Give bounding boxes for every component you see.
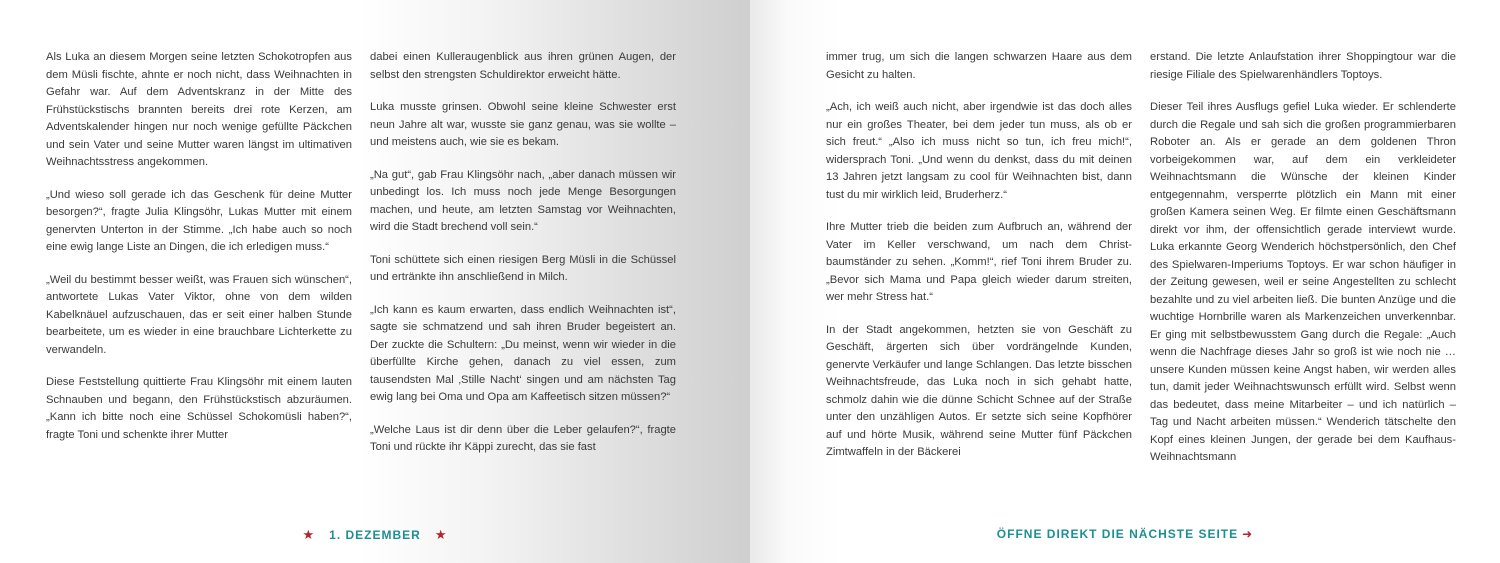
- paragraph: „Ach, ich weiß auch nicht, aber irgendwie ist das doch alles nur ein großes Theater, bei dem jeder tun muss, als ob er sich freut.“ „Also ich muss nicht so tun, ich freu mich!“, widersprach Toni. „Und wenn du denkst, dass du mit deinen 13 Jahren jetzt langsam zu cool für Weihnachten bist, dann tust du mir wirklich leid, Bruderherz.“: [826, 101, 1132, 201]
- arrow-right-icon: ➜: [1242, 527, 1254, 541]
- paragraph: immer trug, um sich die langen schwarzen Haare aus dem Gesicht zu halten.: [826, 51, 1132, 81]
- chapter-label: 1. DEZEMBER: [329, 528, 421, 542]
- paragraph: In der Stadt angekommen, hetzten sie von Geschäft zu Geschäft, ärgerten sich über vordrängelnde Kunden, genervte Verkäufer und lange Schlangen. Das letzte bisschen Weihnachtsfreude, das Luka noch in sich gehabt hatte, schmolz dahin wie die dünne Schicht Schnee auf der Straße unter den unzähligen Autos. Er setzte sich seine Kopfhörer auf und hörte Musik, während seine Mutter fünf Päckchen Zimtwaffeln in der Bäckerei: [826, 323, 1132, 458]
- right-page-column-1: [826, 49, 1132, 477]
- paragraph: Als Luka an diesem Morgen seine letzten Schokotropfen aus dem Müsli fischte, ahnte er noch nicht, dass Weihnachten in Gefahr war. Auf dem Adventskranz in der Mitte des Frühstückstischs brannten bereits drei rote Kerzen, am Adventskalender hingen nur noch wenige gefüllte Päckchen und sein Vater und seine Mutter waren längst im ultimativen Weihnachtsstress angekommen.: [46, 51, 352, 168]
- paragraph: dabei einen Kulleraugenblick aus ihren grünen Augen, der selbst den strengsten Schuldirektor erweicht hätte.: [370, 51, 676, 81]
- paragraph: „Na gut“, gab Frau Klingsöhr nach, „aber danach müssen wir unbedingt los. Ich muss noch jede Menge Besorgungen machen, und heute, am letzten Samstag vor Weihnachten, wird die Stadt brechend voll sein.“: [370, 168, 676, 233]
- right-page: [750, 0, 1500, 563]
- star-icon: ★: [434, 527, 448, 542]
- paragraph: „Welche Laus ist dir denn über die Leber gelaufen?“, fragte Toni und rückte ihr Käppi zurecht, das sie fast: [370, 423, 676, 453]
- paragraph: „Weil du bestimmt besser weißt, was Frauen sich wünschen“, antwortete Lukas Vater Viktor, ohne von dem wilden Kabelknäuel aufzuschauen, das er seit einer halben Stunde bearbeitete, um es wieder in eine brauchbare Lichterkette zu verwandeln.: [46, 273, 352, 356]
- left-page-column-2: [370, 49, 676, 472]
- left-page-column-1: [46, 49, 352, 459]
- paragraph: Ihre Mutter trieb die beiden zum Aufbruch an, während der Vater im Keller verschwand, um nach dem Christbaumständer zu sehen. „Komm!“, rief Toni ihrem Bruder zu. „Bevor sich Mama und Papa gleich wieder darum streiten, wer mehr Stress hat.“: [826, 221, 1132, 303]
- paragraph: Toni schüttete sich einen riesigen Berg Müsli in die Schüssel und ertränkte ihn anschließend in Milch.: [370, 253, 676, 283]
- paragraph: „Ich kann es kaum erwarten, dass endlich Weihnachten ist“, sagte sie schmatzend und sah ihren Bruder begeistert an. Der zuckte die Schultern: „Du meinst, wenn wir wieder in die überfüllte Kirche gehen, danach zu viel essen, zum tausendsten Mal ‚Stille Nacht‘ singen und am nächsten Tag ewig lang bei Oma und Opa am Kaffeetisch sitzen müssen?“: [370, 303, 676, 403]
- star-icon: ★: [302, 527, 316, 542]
- paragraph: „Und wieso soll gerade ich das Geschenk für deine Mutter besorgen?“, fragte Julia Klingsöhr, Lukas Mutter mit einem genervten Unterton in der Stimme. „Ich habe auch so noch eine ewig lange Liste an Dingen, die ich erledigen muss.“: [46, 188, 352, 253]
- page-footer-chapter: [0, 527, 750, 543]
- paragraph: Dieser Teil ihres Ausflugs gefiel Luka wieder. Er schlenderte durch die Regale und sah sich die großen programmierbaren Roboter an. Als er gerade an dem goldenen Thron vorbeigekommen war, auf dem ein verkleideter Weihnachtsmann die Wünsche der kleinen Kinder entgegennahm, versperrte plötzlich ein Mann mit einer großen Kamera seinen Weg. Er filmte einen Geschäftsmann direkt vor ihm, der offensichtlich gerade interviewt wurde. Luka erkannte Georg Wenderich höchstpersönlich, den Chef des Spielwaren-Imperiums Toptoys. Er war schon häufiger in der Zeitung gewesen, weil er seine Angestellten zu schlecht bezahlte und zu viel arbeiten ließ. Die bunten Anzüge und die wuchtige Hornbrille waren als Markenzeichen unverkennbar. Er ging mit selbstbewusstem Gang durch die Regale: „Auch wenn die Nachfrage dieses Jahr so groß ist wie noch nie … unsere Kunden müssen keine Angst haben, wir werden alles tun, damit jeder Weihnachtswunsch erfüllt wird. Selbst wenn das bedeutet, dass meine Mitarbeiter – und ich natürlich – Tag und Nacht arbeiten müssen.“ Wenderich tätschelte den Kopf eines kleinen Jungen, der gerade bei dem Kaufhaus-Weihnachtsmann: [1150, 101, 1456, 463]
- paragraph: Diese Feststellung quittierte Frau Klingsöhr mit einem lauten Schnauben und begann, den Frühstückstisch abzuräumen. „Kann ich bitte noch eine Schüssel Schokomüsli haben?“, fragte Toni und schenkte ihrer Mutter: [46, 376, 352, 441]
- page-footer-next[interactable]: [750, 527, 1500, 541]
- paragraph: Luka musste grinsen. Obwohl seine kleine Schwester erst neun Jahre alt war, wusste sie ganz genau, was sie wollte – und meistens auch, wie sie es bekam.: [370, 101, 676, 148]
- paragraph: erstand. Die letzte Anlaufstation ihrer Shoppingtour war die riesige Filiale des Spielwarenhändlers Toptoys.: [1150, 51, 1456, 81]
- next-page-label[interactable]: ÖFFNE DIREKT DIE NÄCHSTE SEITE: [996, 527, 1239, 541]
- right-page-column-2: [1150, 49, 1456, 482]
